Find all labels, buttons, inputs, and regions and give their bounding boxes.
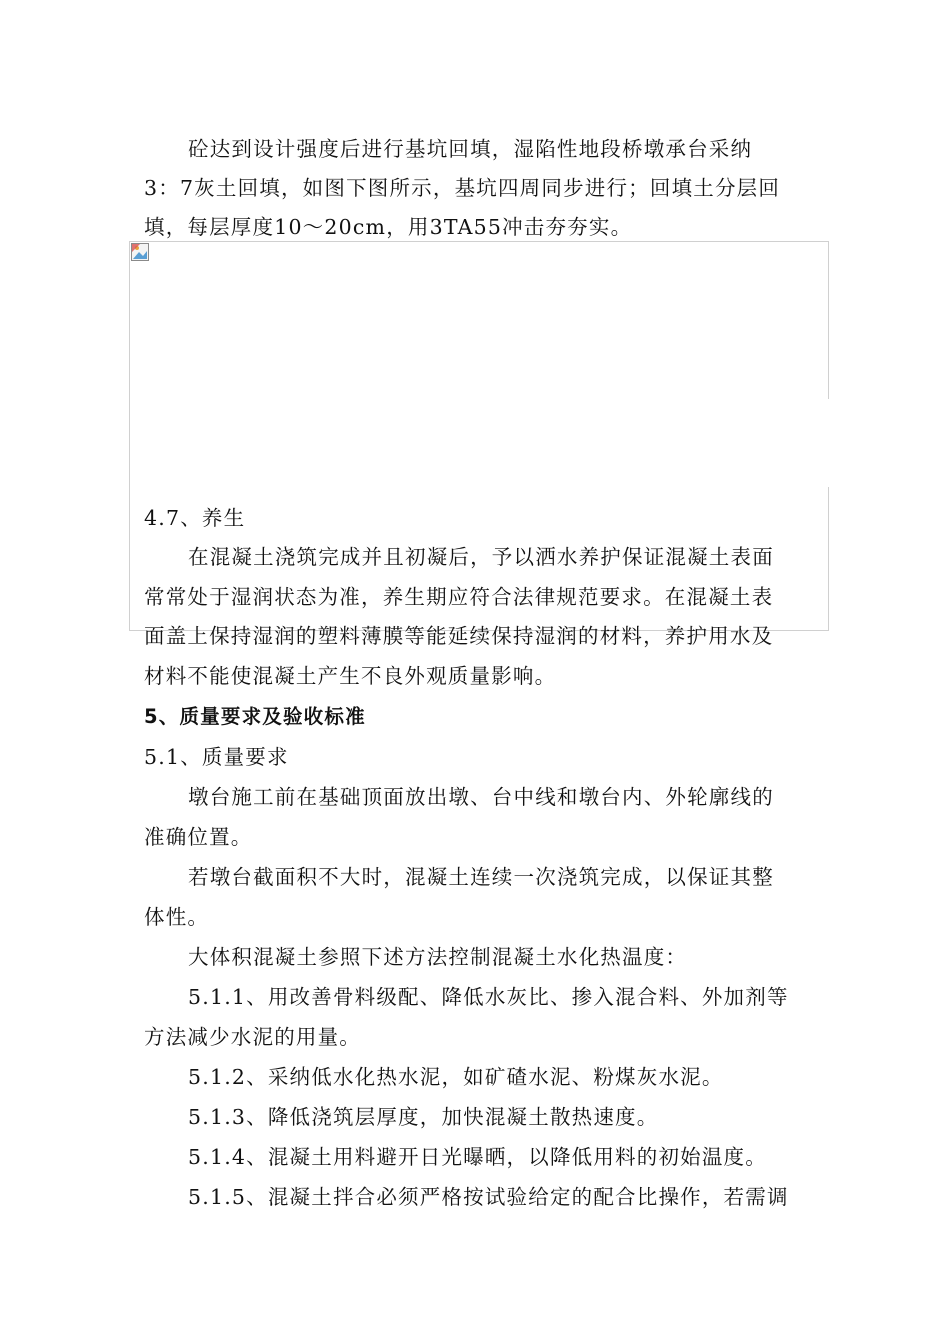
image-border (828, 487, 829, 631)
paragraph-line: 5.1.5、混凝土拌合必须严格按试验给定的配合比操作，若需调 (188, 1185, 789, 1209)
paragraph-line: 墩台施工前在基础顶面放出墩、台中线和墩台内、外轮廓线的 (188, 785, 774, 809)
paragraph-line: 5.1.1、用改善骨料级配、降低水灰比、掺入混合料、外加剂等 (188, 985, 789, 1009)
embedded-image-placeholder (129, 241, 829, 631)
paragraph-line: 面盖上保持湿润的塑料薄膜等能延续保持湿润的材料，养护用水及 (144, 624, 774, 648)
paragraph-line: 常常处于湿润状态为准，养生期应符合法律规范要求。在混凝土表 (144, 585, 774, 609)
paragraph-line: 若墩台截面积不大时，混凝土连续一次浇筑完成，以保证其整 (188, 865, 774, 889)
section-heading: 4.7、养生 (144, 506, 246, 530)
paragraph-line: 大体积混凝土参照下述方法控制混凝土水化热温度： (188, 945, 688, 969)
broken-image-icon (131, 243, 149, 261)
paragraph-line: 3：7灰土回填，如图下图所示，基坑四周同步进行；回填土分层回 (144, 176, 781, 200)
paragraph-line: 准确位置。 (144, 825, 253, 849)
paragraph-line: 5.1.2、采纳低水化热水泥，如矿碴水泥、粉煤灰水泥。 (188, 1065, 724, 1089)
paragraph-line: 填，每层厚度10～20cm，用3TA55冲击夯夯实。 (144, 215, 633, 239)
paragraph-line: 在混凝土浇筑完成并且初凝后，予以洒水养护保证混凝土表面 (188, 545, 774, 569)
paragraph-line: 材料不能使混凝土产生不良外观质量影响。 (144, 664, 557, 688)
paragraph-line: 体性。 (144, 905, 210, 929)
paragraph-line: 5.1.4、混凝土用料避开日光曝晒，以降低用料的初始温度。 (188, 1145, 767, 1169)
image-border (828, 241, 829, 399)
paragraph-line: 5.1.3、降低浇筑层厚度，加快混凝土散热速度。 (188, 1105, 659, 1129)
paragraph-line: 方法减少水泥的用量。 (144, 1025, 361, 1049)
paragraph-line: 砼达到设计强度后进行基坑回填，湿陷性地段桥墩承台采纳 (188, 137, 753, 161)
section-heading: 5.1、质量要求 (144, 745, 289, 769)
chapter-heading: 5、质量要求及验收标准 (144, 705, 366, 728)
